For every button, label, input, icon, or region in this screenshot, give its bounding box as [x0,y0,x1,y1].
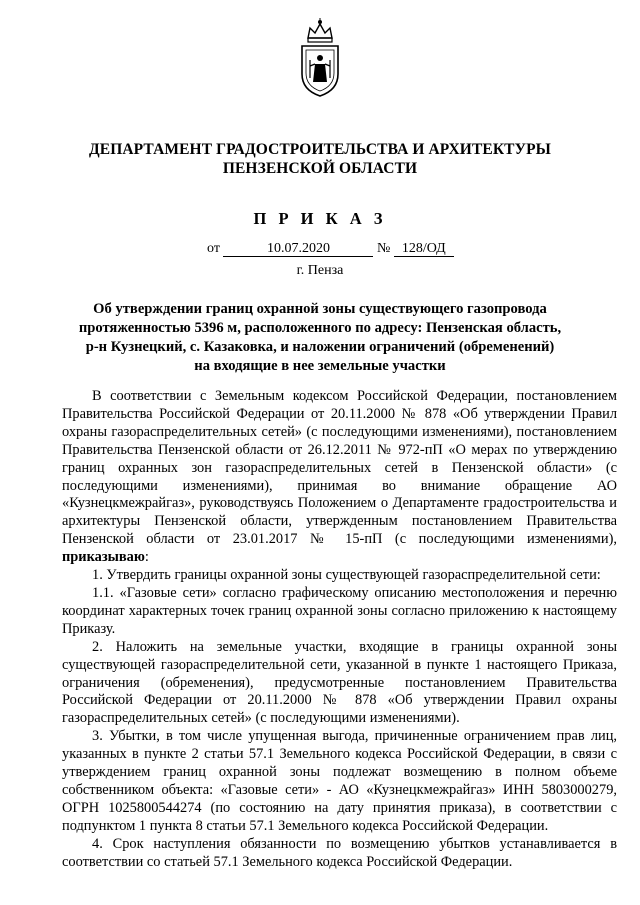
order-body [62,388,617,871]
department-name [0,140,640,178]
order-subject [0,300,640,376]
order-colon: : [144,549,149,566]
subject-line2: протяженностью 5396 м, расположенного по адресу: Пензенская область, [78,320,562,336]
number-prefix: № [376,241,391,256]
subject-line3: р-н Кузнецкий, с. Казаковка, и наложении ограничений (обременений) [85,339,555,355]
item-1: 1. Утвердить границы охранной зоны существующей газораспределительной сети: [92,567,601,584]
item-4: 4. Срок наступления обязанности по возмещению убытков устанавливается в соответствии со статьей 57.1 Земельного кодекса Российской Федерации. [62,835,617,870]
order-number: 128/ОД [394,241,454,257]
order-date-number-line [207,241,454,257]
subject-line4: на входящие в нее земельные участки [194,358,446,374]
item-3: 3. Убытки, в том числе упущенная выгода, причиненные ограничением прав лиц, указанных в пункте 2 статьи 57.1 Земельного кодекса Российской Федерации, в связи с утверждением границ охранной зоны подлежат возмещению в полном объеме собственником объекта: «Газовые сети» - АО «Кузнецкмежрайгаз» ИНН 5803000279, ОГРН 1025800544274 (по состоянию на дату принятия приказа), в соответствии с подпунктом 1 пункта 8 статьи 57.1 Земельного кодекса Российской Федерации. [62,728,617,834]
city: г. Пенза [296,263,344,278]
date-prefix: от [207,241,220,256]
order-date: 10.07.2020 [223,241,373,257]
order-word: приказываю [62,549,145,566]
preamble-text: В соответствии с Земельным кодексом Российской Федерации, постановлением Правительства Российской Федерации от 20.11.2000 № 878 «Об утверждении Правил охраны газораспределительных сетей» (с последующими изменениями), постановлением Правительства Пензенской области от 26.12.2011 № 972-пП «О мерах по утверждению границ охранных зон газораспределительных сетей в Пензенской области» (с последующими изменениями), принимая во внимание обращение АО «Кузнецкмежрайгаз», руководствуясь Положением о Департаменте градостроительства и архитектуры Пензенской области, утвержденным постановлением Правительства Пензенской области от 23.01.2017 № 15-пП (с последующими изменениями), [62,388,617,548]
penza-region-coat-of-arms-icon [298,16,342,100]
department-line1: ДЕПАРТАМЕНТ ГРАДОСТРОИТЕЛЬСТВА И АРХИТЕКТУРЫ [89,141,551,158]
department-line2: ПЕНЗЕНСКОЙ ОБЛАСТИ [222,160,418,177]
order-title: П Р И К А З [253,209,387,228]
subject-line1: Об утверждении границ охранной зоны существующего газопровода [93,301,547,317]
item-2: 2. Наложить на земельные участки, входящие в границы охранной зоны существующей газораспределительной сети, указанной в пункте 1 настоящего Приказа, ограничения (обременения), предусмотренные постановлением Правительства Российской Федерации от 20.11.2000 № 878 «Об утверждении Правил охраны газораспределительных сетей» (с последующими изменениями). [62,638,617,727]
item-1-1: 1.1. «Газовые сети» согласно графическому описанию местоположения и перечню координат характерных точек границ охранной зоны согласно приложению к настоящему Приказу. [62,584,617,637]
preamble-paragraph [62,388,617,567]
